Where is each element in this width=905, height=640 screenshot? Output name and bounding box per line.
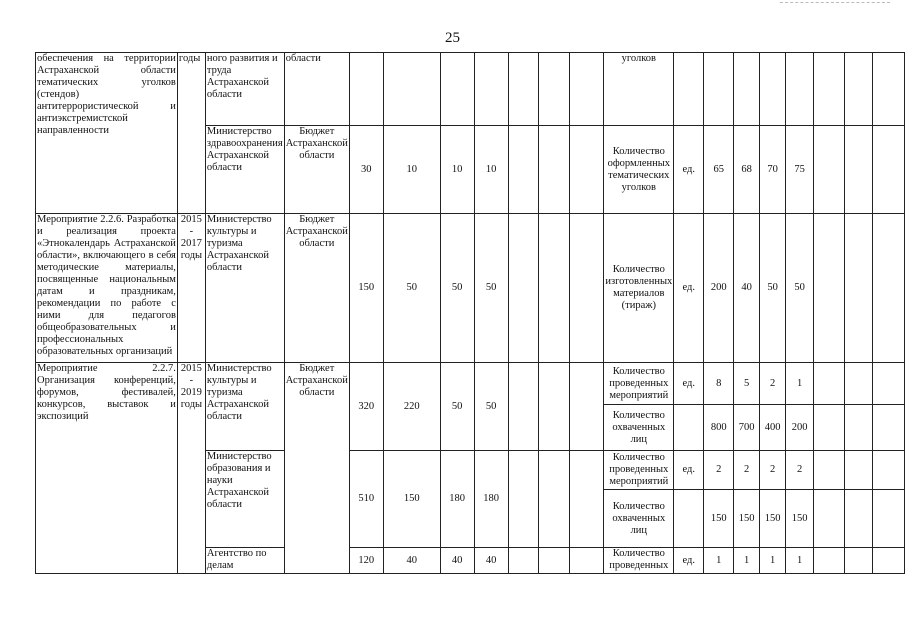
measure-name-cell: обеспечения на территории Астраханской области тематических уголков (стендов) антитеррористической и антиэкстремистской направленности: [36, 53, 178, 214]
amount-year-1: 50: [383, 214, 440, 363]
amount-year-3: 50: [474, 214, 508, 363]
scan-artifact: [780, 2, 890, 5]
source-cell: области: [284, 53, 349, 126]
value-4: 50: [786, 214, 814, 363]
indicator-cell: Количество охваченных лиц: [604, 405, 674, 451]
executor-cell: ного развития и труда Астраханской области: [205, 53, 284, 126]
value-1: 800: [704, 405, 734, 451]
measure-name-cell: Мероприятие 2.2.7. Организация конференций, форумов, фестивалей, конкурсов, выставок и экспозиций: [36, 363, 178, 574]
amount-year-2: 40: [440, 548, 474, 574]
amount-year-1: 10: [383, 126, 440, 214]
value-4: 75: [786, 126, 814, 214]
table-row: [36, 363, 905, 405]
indicator-cell: Количество проведенных мероприятий: [604, 363, 674, 405]
value-2: 40: [734, 214, 760, 363]
unit-cell: ед.: [674, 548, 704, 574]
amount-year-3: 50: [474, 363, 508, 451]
value-3: 50: [760, 214, 786, 363]
value-1: 1: [704, 548, 734, 574]
amount-year-2: 10: [440, 126, 474, 214]
unit-cell: ед.: [674, 363, 704, 405]
years-cell: годы: [177, 53, 205, 214]
unit-cell: ед.: [674, 451, 704, 490]
indicator-cell: Количество проведенных мероприятий: [604, 451, 674, 490]
executor-cell: Агентство по делам: [205, 548, 284, 574]
source-cell: Бюджет Астраханской области: [284, 214, 349, 363]
executor-cell: Министерство культуры и туризма Астраханской области: [205, 363, 284, 451]
unit-cell: ед.: [674, 214, 704, 363]
value-1: 150: [704, 490, 734, 548]
table-row: [36, 53, 905, 126]
value-1: 2: [704, 451, 734, 490]
executor-cell: Министерство здравоохранения Астраханской области: [205, 126, 284, 214]
unit-cell: [674, 405, 704, 451]
value-3: 1: [760, 548, 786, 574]
value-2: 5: [734, 363, 760, 405]
unit-cell: ед.: [674, 126, 704, 214]
value-1: 8: [704, 363, 734, 405]
indicator-cell: Количество проведенных: [604, 548, 674, 574]
amount-year-2: 50: [440, 363, 474, 451]
amount-total: 120: [349, 548, 383, 574]
value-4: 150: [786, 490, 814, 548]
amount-year-2: 50: [440, 214, 474, 363]
amount-year-2: 180: [440, 451, 474, 548]
amount-total: 320: [349, 363, 383, 451]
amount-total: 150: [349, 214, 383, 363]
value-3: 2: [760, 363, 786, 405]
value-2: 150: [734, 490, 760, 548]
amount-year-1: 40: [383, 548, 440, 574]
value-1: 65: [704, 126, 734, 214]
value-4: 200: [786, 405, 814, 451]
amount-year-3: 180: [474, 451, 508, 548]
amount-year-3: 10: [474, 126, 508, 214]
indicator-cell: Количество оформленных тематических уголков: [604, 126, 674, 214]
amount-year-3: 40: [474, 548, 508, 574]
value-4: 1: [786, 548, 814, 574]
value-3: 150: [760, 490, 786, 548]
executor-cell: Министерство культуры и туризма Астраханской области: [205, 214, 284, 363]
amount-total: 510: [349, 451, 383, 548]
value-2: 700: [734, 405, 760, 451]
executor-cell: Министерство образования и науки Астраханской области: [205, 451, 284, 548]
amount-total: 30: [349, 126, 383, 214]
value-3: 2: [760, 451, 786, 490]
unit-cell: [674, 490, 704, 548]
measure-name-cell: Мероприятие 2.2.6. Разработка и реализация проекта «Этнокалендарь Астраханской области», включающего в себя методические материалы, посвященные национальным датам и праздникам, рекомендации по работе с ними для педагогов общеобразовательных и профессиональных образовательных организаций: [36, 214, 178, 363]
page-number: 25: [445, 30, 460, 46]
value-4: 2: [786, 451, 814, 490]
table-row: [36, 214, 905, 363]
indicator-cell: уголков: [604, 53, 674, 126]
value-3: 400: [760, 405, 786, 451]
source-cell: Бюджет Астраханской области: [284, 363, 349, 574]
years-cell: 2015 - 2017 годы: [177, 214, 205, 363]
amount-year-1: 220: [383, 363, 440, 451]
indicator-cell: Количество охваченных лиц: [604, 490, 674, 548]
years-cell: 2015 - 2019 годы: [177, 363, 205, 574]
value-2: 2: [734, 451, 760, 490]
value-4: 1: [786, 363, 814, 405]
program-table: [35, 52, 905, 574]
value-1: 200: [704, 214, 734, 363]
indicator-cell: Количество изготовленных материалов (тираж): [604, 214, 674, 363]
value-2: 1: [734, 548, 760, 574]
value-3: 70: [760, 126, 786, 214]
source-cell: Бюджет Астраханской области: [284, 126, 349, 214]
value-2: 68: [734, 126, 760, 214]
amount-year-1: 150: [383, 451, 440, 548]
